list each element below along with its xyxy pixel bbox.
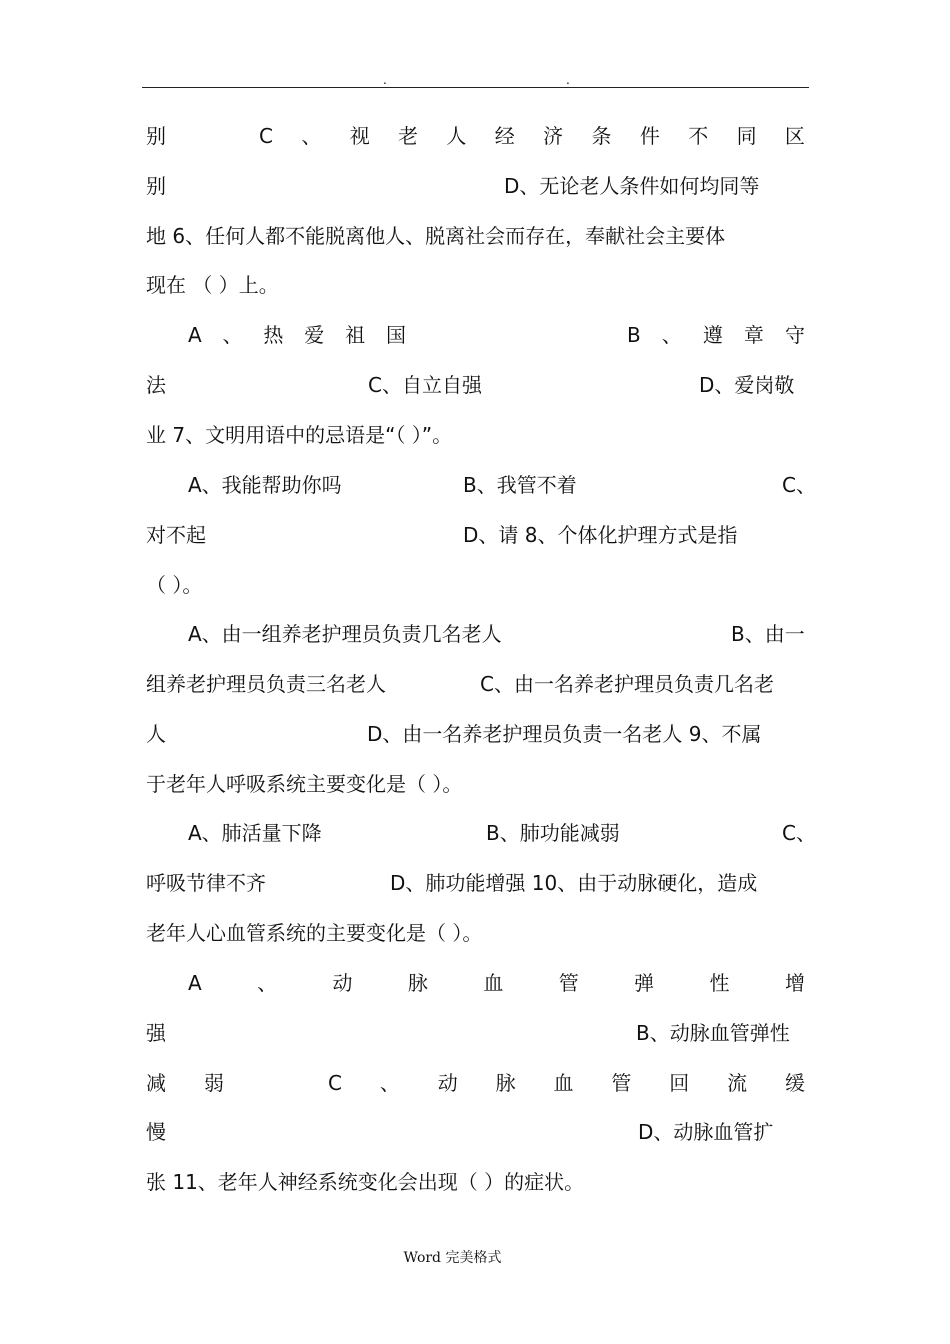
spaced-char: 动 (437, 1071, 458, 1095)
spaced-char: 弹 (634, 971, 655, 995)
text-line (146, 866, 805, 900)
header-dot: . (383, 73, 387, 87)
text-line (146, 518, 805, 552)
spaced-char: 视 (349, 124, 370, 148)
spaced-char: 脉 (407, 971, 428, 995)
spaced-char: 条 (591, 124, 612, 148)
spaced-char: 性 (709, 971, 730, 995)
header-dot: . (566, 73, 570, 87)
text-segment: 慢 (146, 1120, 166, 1144)
text-segment: D、动脉血管扩 (638, 1120, 774, 1144)
text-segment: C、 (782, 473, 816, 497)
spaced-char: 、 (379, 1071, 400, 1095)
spaced-char: C (328, 1071, 342, 1095)
text-line (146, 816, 816, 850)
text-line (146, 617, 805, 651)
text-line (146, 468, 816, 502)
text-segment: 现在 （ ）上。 (146, 273, 279, 297)
text-line (146, 219, 805, 253)
justified-segment (259, 119, 805, 153)
justified-segment (188, 318, 406, 352)
spaced-char: 、 (222, 323, 243, 347)
text-line (146, 318, 805, 352)
text-segment: B、我管不着 (463, 473, 577, 497)
spaced-char: 人 (446, 124, 467, 148)
justified-segment (627, 318, 805, 352)
text-segment: D、由一名养老护理员负责一名老人 9、不属 (367, 722, 762, 746)
text-segment: 法 (146, 373, 166, 397)
text-line (146, 119, 805, 153)
text-segment: A、由一组养老护理员负责几名老人 (188, 622, 502, 646)
spaced-char: 减 (146, 1071, 166, 1095)
text-line (146, 418, 805, 452)
text-segment: 对不起 (146, 523, 206, 547)
spaced-char: 、 (661, 323, 682, 347)
spaced-char: 祖 (345, 323, 366, 347)
text-segment: B、肺功能减弱 (486, 821, 620, 845)
spaced-char: A (188, 971, 202, 995)
text-segment: 人 (146, 722, 166, 746)
text-segment: 地 6、任何人都不能脱离他人、脱离社会而存在，奉献社会主要体 (146, 224, 726, 248)
spaced-char: 流 (727, 1071, 748, 1095)
text-segment: 老年人心血管系统的主要变化是（ ）。 (146, 921, 483, 945)
spaced-char: 、 (257, 971, 278, 995)
spaced-char: 、 (301, 124, 322, 148)
spaced-char: B (627, 323, 641, 347)
text-segment: 别 (146, 124, 166, 148)
text-segment: C、由一名养老护理员负责几名老 (480, 672, 774, 696)
spaced-char: 章 (743, 323, 764, 347)
justified-segment (188, 966, 805, 1000)
text-segment: 别 (146, 174, 166, 198)
text-line (146, 568, 805, 602)
text-segment: D、爱岗敬 (699, 373, 795, 397)
text-segment: D、无论老人条件如何均同等 (504, 174, 760, 198)
spaced-char: 爱 (304, 323, 325, 347)
text-segment: 张 11、老年人神经系统变化会出现（ ）的症状。 (146, 1170, 585, 1194)
spaced-char: 守 (784, 323, 805, 347)
spaced-char: 管 (558, 971, 579, 995)
text-segment: D、请 8、个体化护理方式是指 (463, 523, 738, 547)
text-segment: C、自立自强 (368, 373, 482, 397)
spaced-char: A (188, 323, 202, 347)
text-segment: B、动脉血管弹性 (636, 1021, 790, 1045)
text-line (146, 1165, 805, 1199)
spaced-char: 区 (784, 124, 805, 148)
spaced-char: 管 (611, 1071, 632, 1095)
text-segment: 于老年人呼吸系统主要变化是（ ）。 (146, 772, 463, 796)
text-segment: 呼吸节律不齐 (146, 871, 266, 895)
text-line (146, 268, 805, 302)
spaced-char: 热 (263, 323, 284, 347)
spaced-char: 缓 (784, 1071, 805, 1095)
text-line (146, 767, 805, 801)
text-line (146, 667, 805, 701)
text-line (146, 966, 805, 1000)
spaced-char: 血 (553, 1071, 574, 1095)
text-segment: 业 7、文明用语中的忌语是“（ ）”。 (146, 423, 453, 447)
text-segment: 强 (146, 1021, 166, 1045)
text-segment: A、肺活量下降 (188, 821, 322, 845)
spaced-char: 增 (784, 971, 805, 995)
justified-segment (328, 1066, 805, 1100)
text-line (146, 169, 805, 203)
spaced-char: 经 (494, 124, 515, 148)
spaced-char: 血 (483, 971, 504, 995)
spaced-char: 同 (736, 124, 757, 148)
spaced-char: 脉 (495, 1071, 516, 1095)
spaced-char: 回 (669, 1071, 690, 1095)
text-segment: C、 (782, 821, 816, 845)
spaced-char: 遵 (702, 323, 723, 347)
text-segment: D、肺功能增强 10、由于动脉硬化，造成 (390, 871, 758, 895)
spaced-char: 不 (688, 124, 709, 148)
text-line (146, 368, 805, 402)
spaced-char: 弱 (204, 1071, 224, 1095)
text-segment: B、由一 (731, 622, 805, 646)
text-line (146, 1016, 805, 1050)
text-segment: （ ）。 (146, 573, 203, 597)
spaced-char: 件 (639, 124, 660, 148)
spaced-char: 济 (543, 124, 564, 148)
text-line (146, 916, 805, 950)
spaced-char: 动 (332, 971, 353, 995)
spaced-char: 国 (385, 323, 406, 347)
text-line (146, 1115, 805, 1149)
text-line (146, 1066, 805, 1100)
header-rule (142, 87, 809, 88)
spaced-char: 老 (398, 124, 419, 148)
text-segment: 组养老护理员负责三名老人 (146, 672, 386, 696)
page-footer: Word 完美格式 (403, 1250, 502, 1266)
text-segment: A、我能帮助你吗 (188, 473, 342, 497)
text-line (146, 717, 805, 751)
spaced-char: C (259, 124, 273, 148)
justified-segment (146, 1066, 224, 1100)
